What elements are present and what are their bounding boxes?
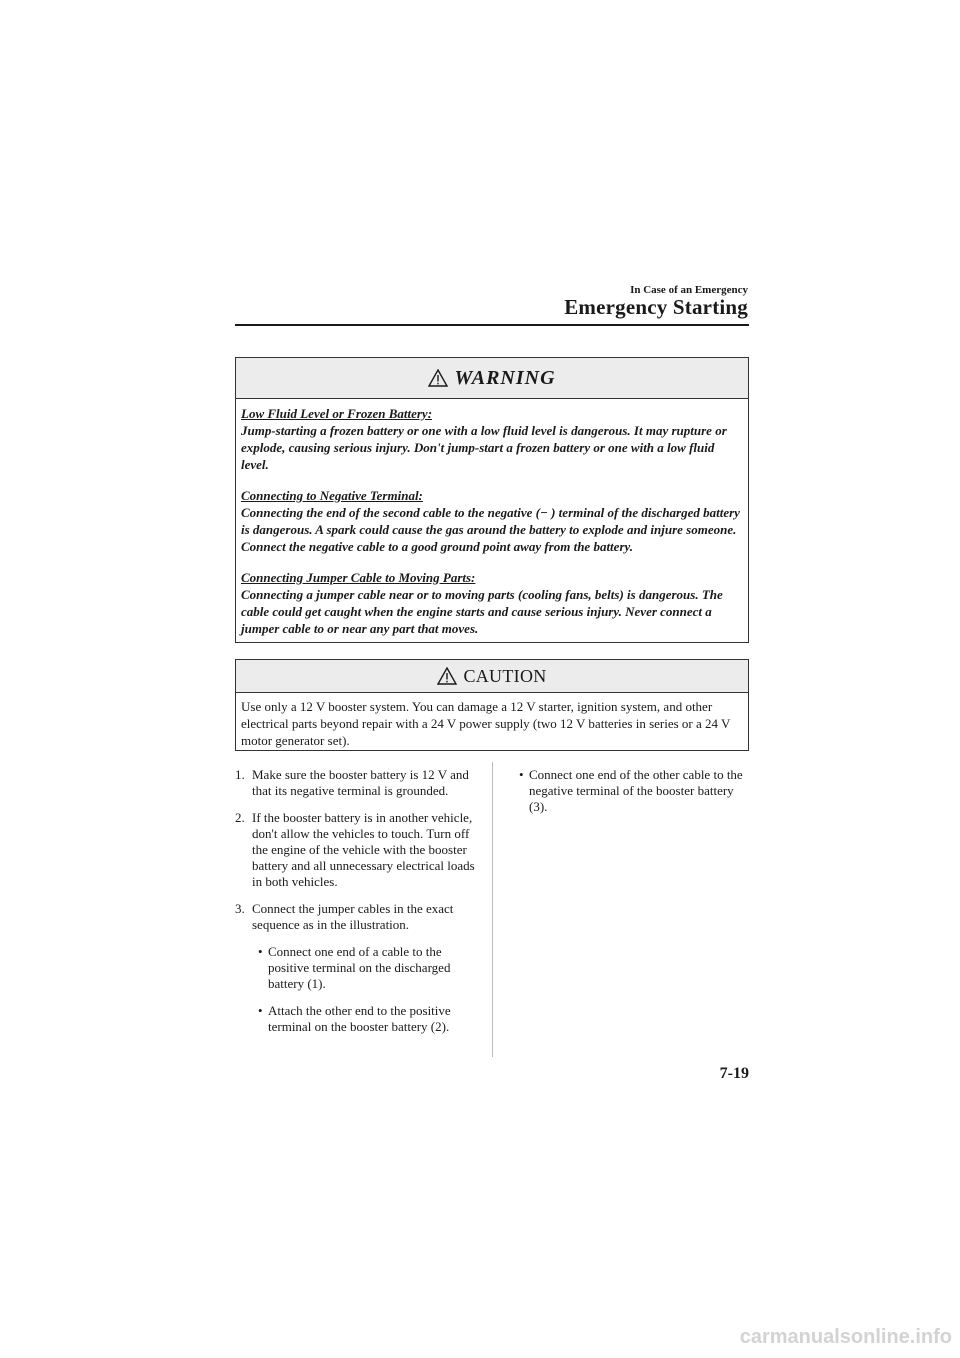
- warning-section: [241, 569, 742, 637]
- bullet-icon: •: [258, 1003, 263, 1018]
- bullet-icon: •: [258, 944, 263, 959]
- warning-triangle-icon: [437, 667, 457, 685]
- right-column: [507, 767, 747, 826]
- list-item: [235, 901, 475, 933]
- warning-body: [236, 399, 748, 637]
- watermark: carmanualsonline.info: [739, 1326, 952, 1348]
- step-number: 2.: [235, 810, 245, 825]
- bullet-text: Attach the other end to the positive terminal on the booster battery (2).: [268, 1003, 451, 1034]
- list-item: [235, 767, 475, 799]
- column-divider: [492, 762, 493, 1057]
- warning-section: [241, 487, 742, 555]
- bullet-item: [258, 1003, 475, 1035]
- bullet-text: Connect one end of a cable to the positive terminal on the discharged battery (1).: [268, 944, 451, 991]
- list-item: [235, 810, 475, 890]
- warning-header: [236, 358, 748, 399]
- step-text: Make sure the booster battery is 12 V and that its negative terminal is grounded.: [252, 767, 469, 798]
- warning-text: Connecting a jumper cable near or to moving parts (cooling fans, belts) is dangerous. The cable could get caught when the engine starts and cause serious injury. Never connect a jumper cable to or near any part that moves.: [241, 587, 723, 636]
- left-column: [235, 767, 475, 1046]
- warning-text: Jump-starting a frozen battery or one with a low fluid level is dangerous. It may rupture or explode, causing serious injury. Don't jump-start a frozen battery or one with a low fluid level.: [241, 423, 727, 472]
- warning-subheading: Connecting to Negative Terminal:: [241, 488, 423, 503]
- warning-text: Connecting the end of the second cable to the negative (− ) terminal of the discharged battery is dangerous. A spark could cause the gas around the battery to explode and injure someone. Connect the negative cable to a good ground point away from the battery.: [241, 505, 740, 554]
- page-number: 7-19: [719, 1065, 749, 1082]
- bullet-text: Connect one end of the other cable to the negative terminal of the booster battery (3).: [529, 767, 743, 814]
- step-text: If the booster battery is in another vehicle, don't allow the vehicles to touch. Turn off the engine of the vehicle with the booster battery and all unnecessary electrical loads in both vehicles.: [252, 810, 475, 889]
- header-rule: [235, 324, 749, 326]
- bullet-item: [258, 944, 475, 992]
- step-text: Connect the jumper cables in the exact sequence as in the illustration.: [252, 901, 454, 932]
- warning-triangle-icon: [428, 369, 448, 387]
- caution-text: Use only a 12 V booster system. You can damage a 12 V starter, ignition system, and other electrical parts beyond repair with a 24 V power supply (two 12 V batteries in series or a 24 V motor generator set).: [241, 699, 731, 748]
- step-number: 3.: [235, 901, 245, 916]
- warning-subheading: Low Fluid Level or Frozen Battery:: [241, 406, 433, 421]
- bullet-icon: •: [519, 767, 524, 782]
- warning-box: [235, 357, 749, 643]
- caution-label: CAUTION: [463, 665, 547, 686]
- warning-section: [241, 405, 742, 473]
- page-title: Emergency Starting: [564, 295, 748, 319]
- section-label: In Case of an Emergency: [630, 284, 748, 296]
- bullet-item: [519, 767, 747, 815]
- step-number: 1.: [235, 767, 245, 782]
- warning-label: WARNING: [454, 366, 556, 389]
- warning-subheading: Connecting Jumper Cable to Moving Parts:: [241, 570, 476, 585]
- caution-box: [235, 659, 749, 751]
- caution-header: [236, 660, 748, 693]
